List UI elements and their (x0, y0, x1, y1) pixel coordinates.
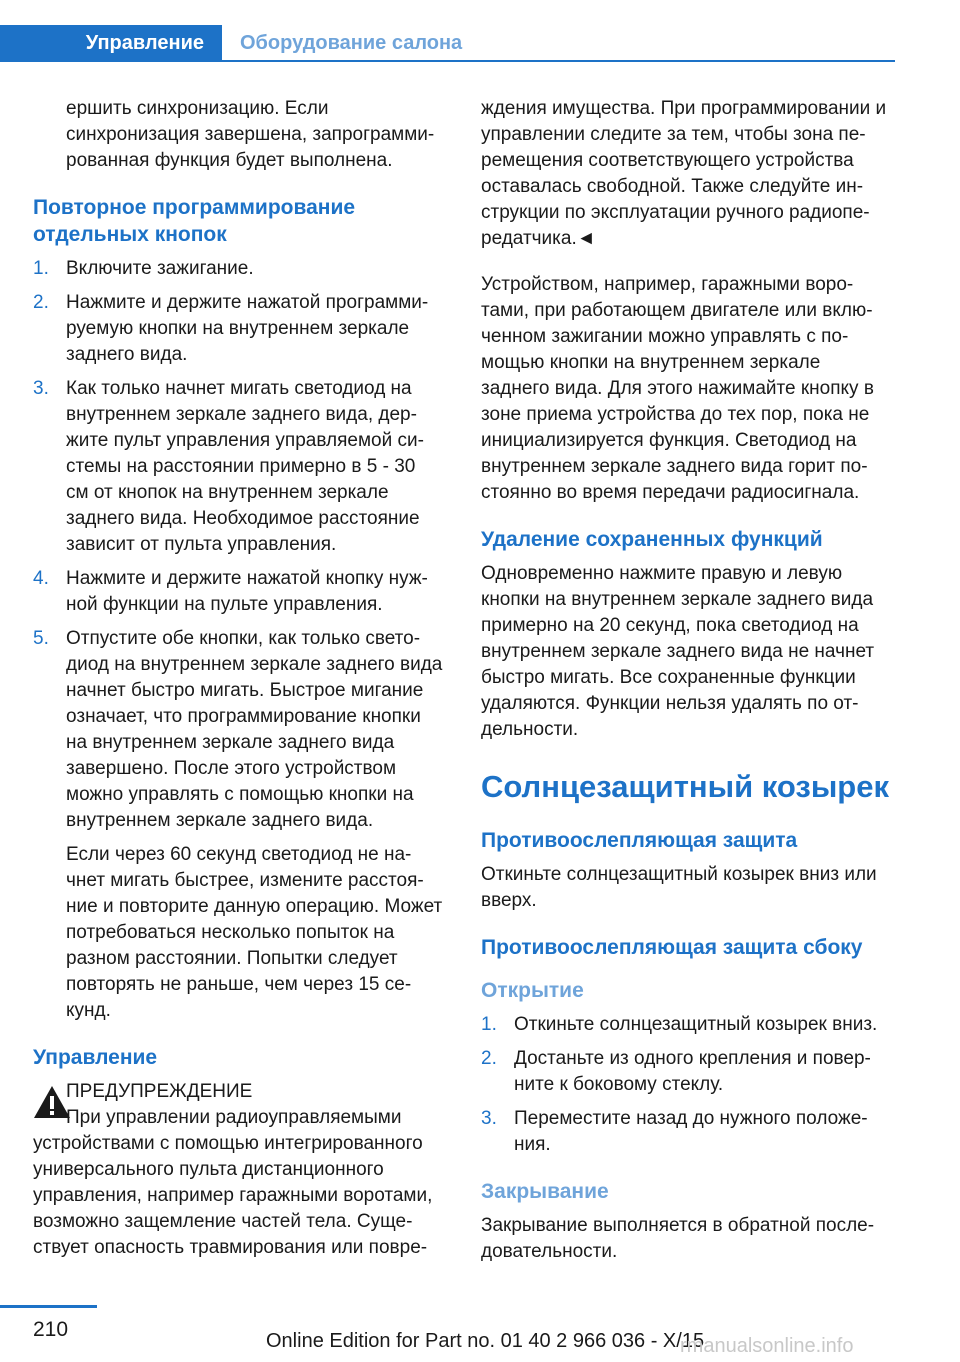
heading-glare-protection: Противоослепляющая защита (481, 829, 798, 852)
step-number: 1. (481, 1014, 497, 1035)
reprogram-steps-list (33, 256, 443, 1024)
list-item (481, 1046, 893, 1098)
tab-section-control[interactable]: Управление (0, 25, 222, 62)
heading-closing: Закрывание (481, 1180, 609, 1203)
step-text: Отпустите обе кнопки, как только светодиод на внутреннем зеркале заднего вида начнет быстро мигать. Быстрое мигание означает, что программирование кнопки на внутреннем зеркале заднего вида завершено. После этого устройством можно управлять с помощью кнопки на внутреннем зеркале заднего вида. (66, 628, 443, 831)
intro-paragraph: ершить синхронизацию. Если синхронизация завершена, запрограммированная функция будет выполнена. (66, 98, 435, 171)
step-text: Включите зажигание. (66, 258, 254, 279)
warning-rest: устройствами с помощью интегрированного универсального пульта дистанционного управления, например гаражными воротами, возможно защемление частей тела. Существует опасность травмирования или повре- (33, 1133, 433, 1258)
warning-block (33, 1079, 443, 1261)
warning-text (33, 1105, 443, 1261)
edition-info: Online Edition for Part no. 01 40 2 966 036 - X/15 (266, 1330, 705, 1352)
page-number: 210 (33, 1318, 69, 1341)
list-item (481, 1106, 893, 1158)
left-column (33, 96, 443, 1261)
step-number: 3. (33, 378, 49, 399)
step-text: Достаньте из одного крепления и поверните к боковому стеклу. (514, 1048, 871, 1095)
paragraph-delete: Одновременно нажмите правую и левую кнопки на внутреннем зеркале заднего вида примерно на 20 секунд, пока светодиод на внутреннем зеркале заднего вида не начнет быстро мигать. Все сохраненные функции удаляются. Функции нельзя удалять по отдельности. (481, 563, 875, 740)
paragraph-glare: Откиньте солнцезащитный козырек вниз или вверх. (481, 864, 877, 911)
list-item (33, 256, 443, 282)
footer-divider (0, 1305, 97, 1308)
heading-opening: Открытие (481, 979, 584, 1002)
list-item (481, 1012, 893, 1038)
step-number: 3. (481, 1108, 497, 1129)
paragraph-closing: Закрывание выполняется в обратной последовательности. (481, 1215, 875, 1262)
step-text: Нажмите и держите нажатой кнопку нужной функции на пульте управления. (66, 568, 428, 615)
tab-interior-equipment[interactable]: Оборудование салона (240, 32, 463, 54)
watermark: rmanualsonline.info (680, 1335, 854, 1357)
warning-title: ПРЕДУПРЕЖДЕНИЕ (66, 1081, 253, 1102)
page-header (0, 0, 960, 62)
warning-first-line: При управлении радиоуправляемыми (66, 1107, 402, 1128)
paragraph-operation: Устройством, например, гаражными воротами, при работающем двигателе или включенном зажигании можно управлять с помощью кнопки на внутреннем зеркале заднего вида. Для этого нажимайте кнопку в зоне приема устройства до тех пор, пока не инициализируется функция. Светодиод на внутреннем зеркале заднего вида горит постоянно во время передачи радиосигнала. (481, 274, 874, 503)
step-5-note: Если через 60 секунд светодиод не начнет мигать быстрее, измените расстояние и повторите данную операцию. Может потребоваться несколько попыток на разном расстоянии. Попытки следует повторять не раньше, чем через 15 секунд. (66, 844, 443, 1021)
heading-operation: Управление (33, 1046, 158, 1069)
list-item (33, 566, 443, 618)
heading-delete-functions: Удаление сохраненных функций (481, 528, 823, 551)
step-number: 2. (481, 1048, 497, 1069)
opening-steps-list (481, 1012, 893, 1158)
right-column (481, 96, 893, 1285)
step-number: 1. (33, 258, 49, 279)
step-text: Нажмите и держите нажатой программируемую кнопки на внутреннем зеркале заднего вида. (66, 292, 429, 365)
list-item (33, 626, 443, 1024)
step-number: 5. (33, 628, 49, 649)
heading-side-glare: Противоослепляющая защита сбоку (481, 936, 863, 959)
list-item (33, 376, 443, 558)
warning-continuation: ждения имущества. При программировании и управлении следите за тем, чтобы зона перемещения соответствующего устройства оставалась свободной. Также следуйте инструкции по эксплуатации ручного радиопередатчика.◄ (481, 98, 887, 249)
step-number: 2. (33, 292, 49, 313)
step-text: Переместите назад до нужного положения. (514, 1108, 868, 1155)
heading-reprogram-buttons: Повторное программирование отдельных кнопок (33, 196, 356, 246)
step-text: Как только начнет мигать светодиод на внутреннем зеркале заднего вида, держите пульт управления управляемой системы на расстоянии примерно в 5 - 30 см от кнопок на внутреннем зеркале заднего вида. Необходимое расстояние зависит от пульта управления. (66, 378, 424, 555)
section-title-sun-visor: Солнцезащитный козырек (481, 769, 889, 804)
header-divider (0, 60, 895, 62)
list-item (33, 290, 443, 368)
warning-triangle-icon (33, 1085, 71, 1119)
step-number: 4. (33, 568, 49, 589)
step-text: Откиньте солнцезащитный козырек вниз. (514, 1014, 878, 1035)
